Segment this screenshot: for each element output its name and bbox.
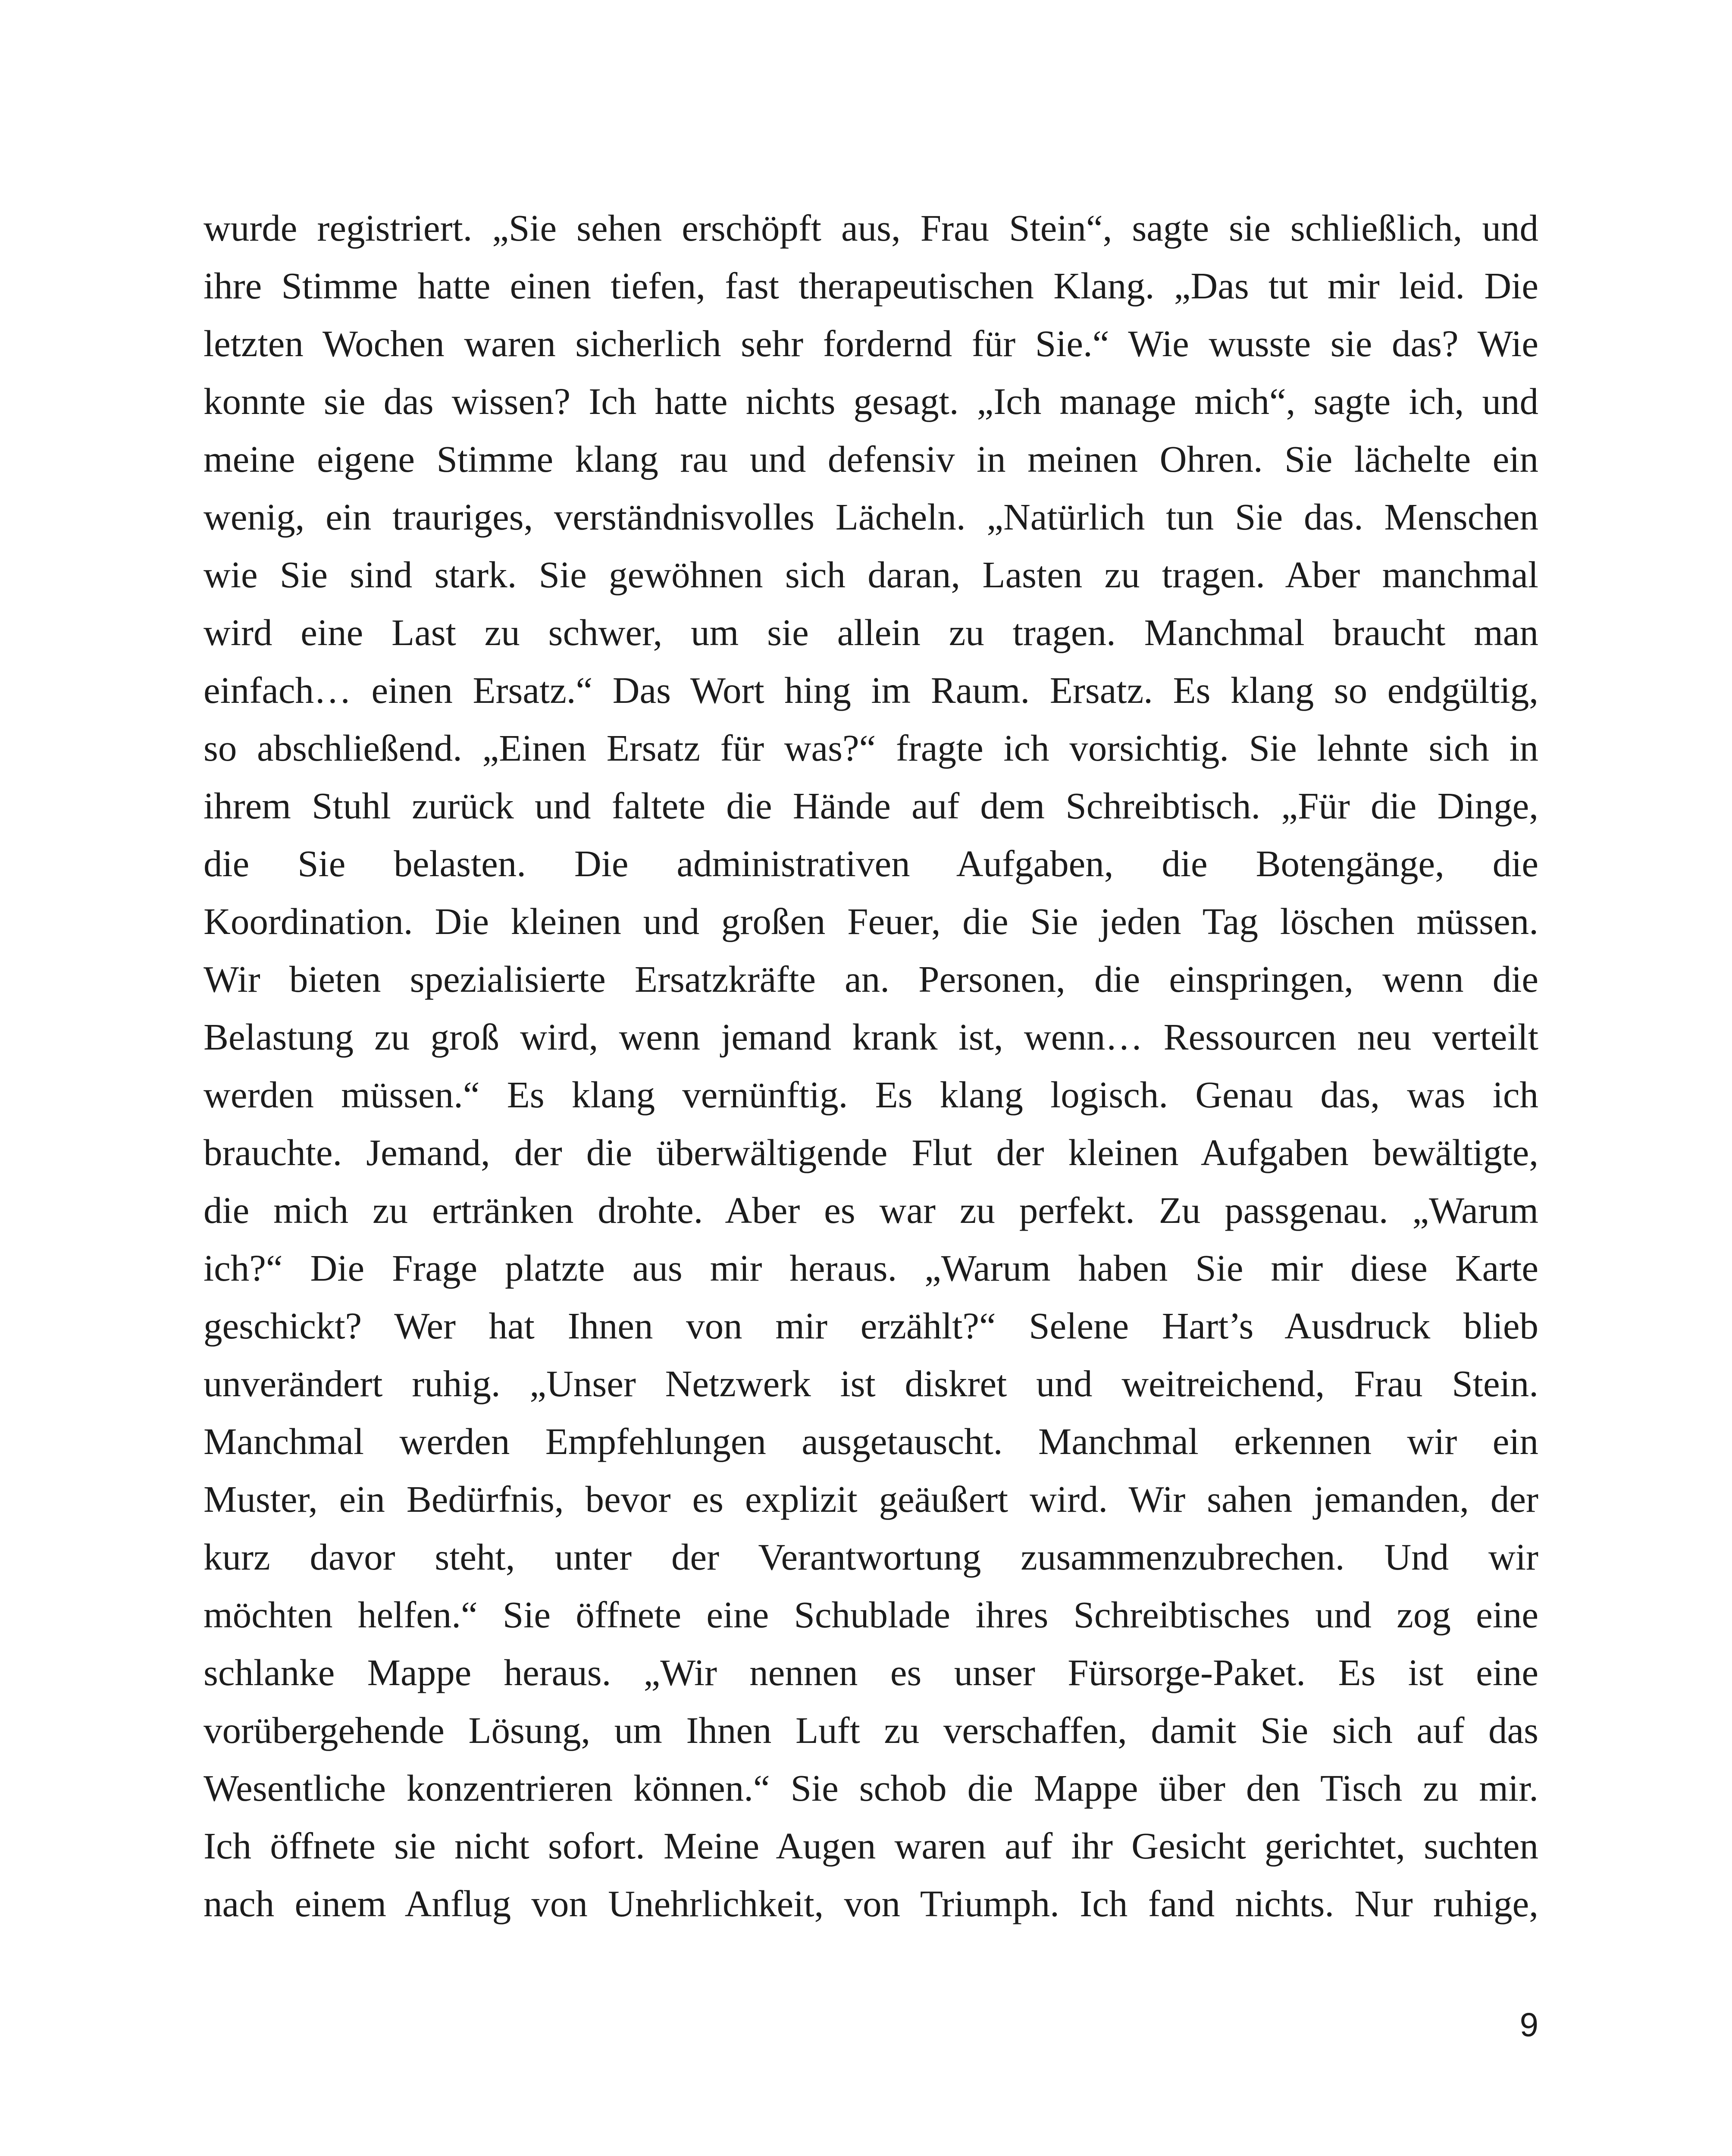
text-line: wenig, ein trauriges, verständnisvolles Lächeln. „Natürlich tun Sie das. Menschen <box>204 496 1538 538</box>
text-line: letzten Wochen waren sicherlich sehr fordernd für Sie.“ Wie wusste sie das? Wie <box>204 323 1538 364</box>
text-line: Wesentliche konzentrieren können.“ Sie schob die Mappe über den Tisch zu mir. <box>204 1767 1538 1809</box>
text-line: wurde registriert. „Sie sehen erschöpft aus, Frau Stein“, sagte sie schließlich, und <box>204 207 1538 249</box>
text-line: nach einem Anflug von Unehrlichkeit, von Triumph. Ich fand nichts. Nur ruhige, <box>204 1883 1538 1924</box>
text-line: vorübergehende Lösung, um Ihnen Luft zu verschaffen, damit Sie sich auf das <box>204 1709 1538 1751</box>
text-line: kurz davor steht, unter der Verantwortung zusammenzubrechen. Und wir <box>204 1536 1538 1578</box>
text-line: ich?“ Die Frage platzte aus mir heraus. „Warum haben Sie mir diese Karte <box>204 1247 1538 1289</box>
text-line: Wir bieten spezialisierte Ersatzkräfte an. Personen, die einspringen, wenn die <box>204 958 1538 1000</box>
text-line: die Sie belasten. Die administrativen Aufgaben, die Botengänge, die <box>204 843 1538 884</box>
text-line: unverändert ruhig. „Unser Netzwerk ist diskret und weitreichend, Frau Stein. <box>204 1363 1538 1404</box>
text-line: brauchte. Jemand, der die überwältigende Flut der kleinen Aufgaben bewältigte, <box>204 1131 1538 1173</box>
text-line: Koordination. Die kleinen und großen Feuer, die Sie jeden Tag löschen müssen. <box>204 900 1538 942</box>
text-line: schlanke Mappe heraus. „Wir nennen es unser Fürsorge-Paket. Es ist eine <box>204 1651 1538 1693</box>
text-line: meine eigene Stimme klang rau und defensiv in meinen Ohren. Sie lächelte ein <box>204 438 1538 480</box>
text-line: geschickt? Wer hat Ihnen von mir erzählt?“ Selene Hart’s Ausdruck blieb <box>204 1305 1538 1347</box>
body-text <box>204 199 1538 1933</box>
text-line: ihre Stimme hatte einen tiefen, fast therapeutischen Klang. „Das tut mir leid. Die <box>204 265 1538 307</box>
text-line: Manchmal werden Empfehlungen ausgetauscht. Manchmal erkennen wir ein <box>204 1420 1538 1462</box>
text-line: Belastung zu groß wird, wenn jemand krank ist, wenn… Ressourcen neu verteilt <box>204 1016 1538 1058</box>
text-line: wie Sie sind stark. Sie gewöhnen sich daran, Lasten zu tragen. Aber manchmal <box>204 554 1538 595</box>
text-line: einfach… einen Ersatz.“ Das Wort hing im Raum. Ersatz. Es klang so endgültig, <box>204 669 1538 711</box>
text-line: werden müssen.“ Es klang vernünftig. Es klang logisch. Genau das, was ich <box>204 1074 1538 1116</box>
text-line: konnte sie das wissen? Ich hatte nichts gesagt. „Ich manage mich“, sagte ich, und <box>204 380 1538 422</box>
text-line: so abschließend. „Einen Ersatz für was?“ fragte ich vorsichtig. Sie lehnte sich in <box>204 727 1538 769</box>
text-line: ihrem Stuhl zurück und faltete die Hände auf dem Schreibtisch. „Für die Dinge, <box>204 785 1538 827</box>
text-line: die mich zu ertränken drohte. Aber es war zu perfekt. Zu passgenau. „Warum <box>204 1189 1538 1231</box>
text-line: Muster, ein Bedürfnis, bevor es explizit geäußert wird. Wir sahen jemanden, der <box>204 1478 1538 1520</box>
text-line: wird eine Last zu schwer, um sie allein zu tragen. Manchmal braucht man <box>204 611 1538 653</box>
page-number: 9 <box>1519 2006 1538 2043</box>
text-line: Ich öffnete sie nicht sofort. Meine Augen waren auf ihr Gesicht gerichtet, suchten <box>204 1825 1538 1867</box>
text-line: möchten helfen.“ Sie öffnete eine Schublade ihres Schreibtisches und zog eine <box>204 1594 1538 1636</box>
